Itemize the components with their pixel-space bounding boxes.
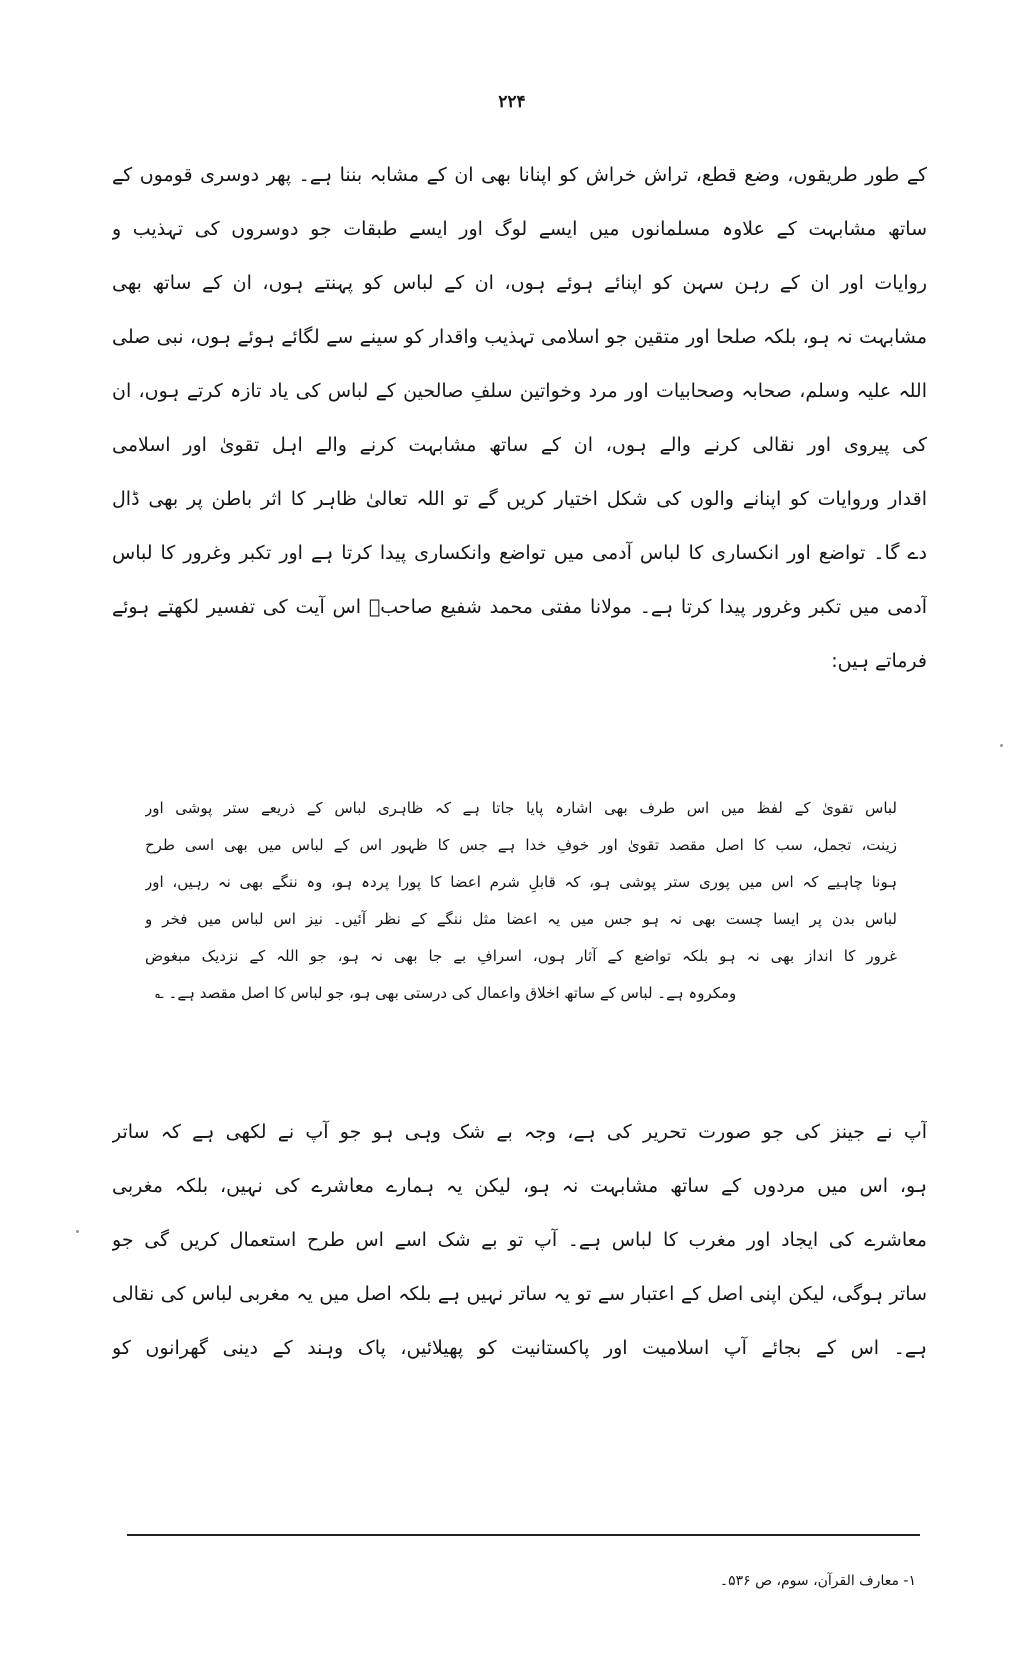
quote-line: لباس تقویٰ کے لفظ میں اس طرف بھی اشارہ پایا جاتا ہے کہ ظاہری لباس کے ذریعے ستر پوشی اور: [145, 799, 897, 817]
quote-line: غرور کا انداز بھی نہ ہو بلکہ تواضع کے آثار ہوں، اسرافِ بے جا بھی نہ ہو، جو اللہ کے نزدیک مبغوض: [145, 947, 897, 965]
main-paragraph: [112, 148, 927, 688]
text-line: آدمی میں تکبر وغرور پیدا کرتا ہے۔ مولانا مفتی محمد شفیع صاحبؒ اس آیت کی تفسیر لکھتے ہوئے: [112, 596, 927, 618]
quote-line: ومکروہ ہے۔ لباس کے ساتھ اخلاق واعمال کی درستی بھی ہو، جو لباس کا اصل مقصد ہے۔ ؎: [155, 984, 737, 1002]
scan-speck: [1000, 744, 1003, 747]
text-line: ہے۔ اس کے بجائے آپ اسلامیت اور پاکستانیت کو پھیلائیں، پاک وہند کے دینی گھرانوں کو: [112, 1337, 927, 1359]
footnote: ۱- معارف القرآن، سوم، ص ۵۳۶۔: [719, 1573, 916, 1589]
text-line: فرماتے ہیں:: [831, 650, 927, 672]
text-line: معاشرے کی ایجاد اور مغرب کا لباس ہے۔ آپ تو بے شک اسے اس طرح استعمال کریں گی جو: [112, 1229, 927, 1251]
text-line: اقدار وروایات کو اپنانے والوں کی شکل اختیار کریں گے تو اللہ تعالیٰ ظاہر کا اثر باطن پر بھی ڈال: [112, 488, 927, 510]
quote-line: ہونا چاہیے کہ اس میں پوری ستر پوشی ہو، کہ قابلِ شرم اعضا کا پورا پردہ ہو، وہ ننگے بھی نہ رہیں، اور: [145, 873, 897, 891]
quote-line: لباس بدن پر ایسا چست بھی نہ ہو جس میں یہ اعضا مثل ننگے کے نظر آئیں۔ نیز اس لباس میں فخر و: [145, 910, 897, 928]
scan-speck: [76, 1230, 79, 1233]
text-line: کی پیروی اور نقالی کرنے والے ہوں، ان کے ساتھ مشابہت کرنے والے اہل تقویٰ اور اسلامی: [112, 434, 927, 456]
text-line: دے گا۔ تواضع اور انکساری کا لباس آدمی میں تواضع وانکساری پیدا کرتا ہے اور تکبر وغرور کا لباس: [112, 542, 927, 564]
text-line: آپ نے جینز کی جو صورت تحریر کی ہے، وجہ بے شک وہی ہو جو آپ نے لکھی ہے کہ ساتر: [112, 1121, 927, 1143]
footnote-divider: [127, 1534, 920, 1536]
text-line: ساتھ مشابہت کے علاوہ مسلمانوں میں ایسے لوگ اور ایسے طبقات جو دوسروں کی تہذیب و: [112, 218, 927, 240]
text-line: اللہ علیہ وسلم، صحابہ وصحابیات اور مرد وخواتین سلفِ صالحین کے لباس کی یاد تازہ کرتے ہوں، ان: [112, 380, 927, 402]
text-line: ہو، اس میں مردوں کے ساتھ مشابہت نہ ہو، لیکن یہ ہمارے معاشرے کی نہیں، بلکہ مغربی: [112, 1175, 927, 1197]
text-line: روایات اور ان کے رہن سہن کو اپنائے ہوئے ہوں، ان کے لباس کو پہنتے ہوں، ان کے ساتھ بھی: [112, 272, 927, 294]
text-line: مشابہت نہ ہو، بلکہ صلحا اور متقین جو اسلامی تہذیب واقدار کو سینے سے لگائے ہوئے ہوں، نبی صلی: [112, 326, 927, 348]
text-line: کے طور طریقوں، وضع قطع، تراش خراش کو اپنانا بھی ان کے مشابہ بننا ہے۔ پھر دوسری قوموں کے: [112, 164, 927, 186]
second-paragraph: [112, 1105, 927, 1375]
page-number: ۲۲۴: [498, 92, 526, 112]
quote-line: زینت، تجمل، سب کا اصل مقصد تقویٰ اور خوفِ خدا ہے جس کا ظہور اس کے لباس میں بھی اسی طرح: [145, 836, 897, 854]
block-quote: [145, 790, 897, 1012]
text-line: ساتر ہوگی، لیکن اپنی اصل کے اعتبار سے تو یہ ساتر نہیں ہے بلکہ اصل میں یہ مغربی لباس کی نقالی: [112, 1283, 927, 1305]
